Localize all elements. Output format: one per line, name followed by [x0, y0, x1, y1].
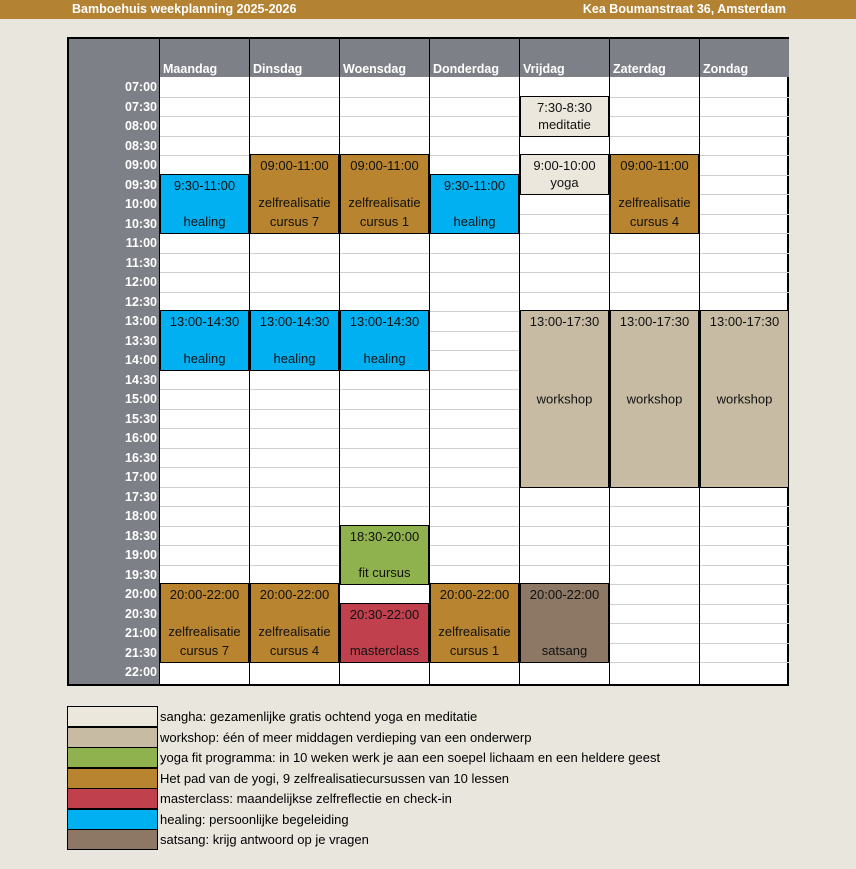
time-label: 20:00 [125, 587, 157, 601]
time-label: 15:00 [125, 392, 157, 406]
time-label: 18:00 [125, 509, 157, 523]
event-name: masterclass [349, 643, 420, 658]
slot-divider [250, 428, 339, 429]
day-name: Zondag [703, 62, 749, 76]
time-label: 14:00 [125, 353, 157, 367]
slot-divider [430, 331, 519, 332]
slot-divider [610, 545, 699, 546]
event-name: meditatie [538, 116, 591, 132]
slot-divider [250, 565, 339, 566]
slot-divider [430, 409, 519, 410]
event-name: satsang [541, 643, 588, 658]
event-name: zelfrealisatie cursus 1 [438, 624, 511, 658]
day-name: Vrijdag [523, 62, 565, 76]
slot-divider [700, 292, 789, 293]
time-label: 08:00 [125, 119, 157, 133]
slot-divider [700, 662, 789, 663]
day-column-maandag [159, 39, 249, 684]
legend-text: masterclass: maandelijkse zelfreflectie en check-in [160, 791, 452, 806]
time-label: 16:00 [125, 431, 157, 445]
slot-divider [340, 448, 429, 449]
slot-divider [610, 506, 699, 507]
event-time: 13:00-14:30 [259, 314, 330, 329]
slot-divider [160, 448, 249, 449]
slot-divider [700, 97, 789, 98]
time-label: 21:30 [125, 645, 157, 660]
legend-text: satsang: krijg antwoord op je vragen [160, 832, 369, 847]
slot-divider [430, 136, 519, 137]
event-workshop[interactable] [610, 310, 699, 488]
day-column-woensdag [339, 39, 429, 684]
slot-divider [700, 604, 789, 605]
slot-divider [160, 506, 249, 507]
event-time: 13:00-14:30 [349, 314, 420, 329]
slot-divider [700, 253, 789, 254]
slot-divider [520, 214, 609, 215]
legend-swatch [67, 768, 158, 789]
slot-divider [700, 623, 789, 624]
event-name: healing [273, 350, 316, 366]
slot-divider [340, 409, 429, 410]
day-name: Donderdag [433, 62, 499, 76]
time-label: 17:00 [125, 470, 157, 484]
time-label: 20:30 [125, 606, 157, 621]
legend-text: sangha: gezamenlijke gratis ochtend yoga en meditatie [160, 709, 478, 724]
slot-divider [610, 662, 699, 663]
event-time: 20:00-22:00 [529, 587, 600, 602]
slot-divider [610, 604, 699, 605]
slot-divider [430, 350, 519, 351]
event-masterclass[interactable] [340, 603, 429, 664]
time-label: 07:00 [125, 80, 157, 94]
slot-divider [160, 272, 249, 273]
legend-swatch [67, 829, 158, 850]
slot-divider [430, 448, 519, 449]
slot-divider [430, 467, 519, 468]
slot-divider [700, 194, 789, 195]
time-label: 09:30 [125, 177, 157, 192]
slot-divider [340, 253, 429, 254]
event-name: zelfrealisatie cursus 7 [168, 624, 241, 658]
time-label: 09:00 [125, 158, 157, 172]
day-header [160, 39, 249, 77]
event-time: 20:00-22:00 [259, 587, 330, 602]
event-workshop[interactable] [520, 310, 609, 488]
event-zelfrealisatie[interactable] [250, 154, 339, 234]
slot-divider [610, 584, 699, 585]
slot-divider [610, 253, 699, 254]
slot-divider [250, 97, 339, 98]
day-header [610, 39, 699, 77]
slot-divider [610, 136, 699, 137]
event-time: 9:00-10:00 [533, 158, 596, 173]
legend-text: Het pad van de yogi, 9 zelfrealisatiecursussen van 10 lessen [160, 770, 510, 786]
time-label: 17:30 [125, 489, 157, 504]
slot-divider [610, 623, 699, 624]
slot-divider [610, 526, 699, 527]
slot-divider [700, 136, 789, 137]
slot-divider [250, 136, 339, 137]
event-time: 13:00-17:30 [709, 314, 780, 329]
time-label: 12:30 [125, 294, 157, 309]
slot-divider [700, 214, 789, 215]
slot-divider [610, 272, 699, 273]
event-name: healing [183, 214, 226, 229]
slot-divider [430, 526, 519, 527]
slot-divider [340, 136, 429, 137]
event-time: 20:30-22:00 [349, 606, 420, 622]
slot-divider [160, 487, 249, 488]
event-zelfrealisatie[interactable] [610, 154, 699, 234]
slot-divider [430, 311, 519, 312]
event-name: healing [183, 350, 226, 366]
slot-divider [160, 155, 249, 156]
address: Kea Boumanstraat 36, Amsterdam [582, 2, 786, 16]
event-name: workshop [536, 391, 593, 407]
slot-divider [250, 292, 339, 293]
event-name: workshop [716, 391, 773, 407]
slot-divider [430, 272, 519, 273]
week-schedule-grid [67, 37, 789, 686]
slot-divider [610, 292, 699, 293]
slot-divider [430, 116, 519, 117]
slot-divider [430, 97, 519, 98]
legend-item [67, 727, 767, 747]
event-time: 9:30-11:00 [443, 177, 506, 193]
slot-divider [340, 428, 429, 429]
time-label: 13:30 [125, 333, 157, 348]
legend-swatch [67, 747, 158, 768]
time-label: 19:30 [125, 567, 157, 582]
time-label: 16:30 [125, 450, 157, 465]
day-header [430, 39, 519, 77]
event-name: fit cursus [358, 565, 411, 580]
event-satsang[interactable] [520, 583, 609, 663]
slot-divider [340, 272, 429, 273]
slot-divider [520, 272, 609, 273]
time-label: 11:30 [125, 255, 157, 270]
slot-divider [250, 467, 339, 468]
day-name: Maandag [163, 62, 218, 76]
time-label: 18:30 [125, 528, 157, 543]
day-header [520, 39, 609, 77]
legend-item [67, 829, 767, 849]
slot-divider [700, 506, 789, 507]
slot-divider [520, 253, 609, 254]
legend-item [67, 768, 767, 788]
slot-divider [250, 487, 339, 488]
slot-divider [430, 545, 519, 546]
slot-divider [160, 253, 249, 254]
slot-divider [340, 506, 429, 507]
slot-divider [430, 155, 519, 156]
day-header [700, 39, 789, 77]
time-label: 08:30 [125, 138, 157, 153]
slot-divider [250, 116, 339, 117]
slot-divider [430, 565, 519, 566]
day-column-zaterdag [609, 39, 699, 684]
event-zelfrealisatie[interactable] [340, 154, 429, 234]
event-healing[interactable] [160, 174, 249, 235]
slot-divider [700, 643, 789, 644]
legend-item [67, 706, 767, 726]
legend-swatch [67, 809, 158, 830]
event-sangha[interactable] [520, 96, 609, 137]
slot-divider [340, 467, 429, 468]
legend-item [67, 788, 767, 808]
day-name: Woensdag [343, 62, 406, 76]
event-time: 13:00-17:30 [529, 314, 600, 329]
slot-divider [610, 565, 699, 566]
slot-divider [160, 97, 249, 98]
time-label: 12:00 [125, 275, 157, 289]
event-sangha[interactable] [520, 154, 609, 195]
time-label: 19:00 [125, 548, 157, 562]
title-bar [0, 0, 856, 19]
slot-divider [160, 389, 249, 390]
slot-divider [700, 565, 789, 566]
legend-item [67, 747, 767, 767]
slot-divider [160, 428, 249, 429]
slot-divider [610, 643, 699, 644]
slot-divider [520, 233, 609, 234]
slot-divider [340, 97, 429, 98]
slot-divider [250, 253, 339, 254]
slot-divider [250, 409, 339, 410]
legend-text: healing: persoonlijke begeleiding [160, 811, 349, 827]
event-time: 18:30-20:00 [349, 528, 420, 544]
page-title: Bamboehuis weekplanning 2025-2026 [72, 2, 297, 16]
slot-divider [520, 545, 609, 546]
time-label: 07:30 [125, 99, 157, 114]
slot-divider [430, 487, 519, 488]
event-zelfrealisatie[interactable] [250, 583, 339, 663]
slot-divider [520, 292, 609, 293]
time-label: 15:30 [125, 411, 157, 426]
event-name: yoga [550, 175, 579, 190]
event-time: 20:00-22:00 [439, 587, 510, 602]
legend-swatch [67, 727, 158, 748]
slot-divider [160, 467, 249, 468]
slot-divider [340, 116, 429, 117]
slot-divider [160, 565, 249, 566]
slot-divider [430, 370, 519, 371]
time-label: 13:00 [125, 314, 157, 328]
event-time: 09:00-11:00 [620, 158, 689, 173]
time-column [69, 39, 159, 684]
event-healing[interactable] [160, 310, 249, 371]
event-yoga-fit[interactable] [340, 525, 429, 586]
slot-divider [520, 526, 609, 527]
slot-divider [160, 409, 249, 410]
event-time: 9:30-11:00 [173, 177, 236, 193]
legend-swatch [67, 706, 158, 727]
slot-divider [430, 428, 519, 429]
day-header [340, 39, 429, 77]
event-healing[interactable] [430, 174, 519, 235]
event-workshop[interactable] [700, 310, 789, 488]
event-name: zelfrealisatie cursus 7 [258, 195, 331, 229]
event-healing[interactable] [340, 310, 429, 371]
legend-text: yoga fit programma: in 10 weken werk je aan een soepel lichaam en een heldere geest [160, 750, 661, 765]
slot-divider [700, 272, 789, 273]
slot-divider [250, 448, 339, 449]
legend-swatch [67, 788, 158, 809]
slot-divider [700, 233, 789, 234]
legend-text: workshop: één of meer middagen verdieping van een onderwerp [160, 729, 532, 745]
event-time: 09:00-11:00 [260, 158, 329, 173]
day-column-donderdag [429, 39, 519, 684]
slot-divider [610, 97, 699, 98]
time-label: 11:00 [125, 236, 157, 250]
slot-divider [520, 506, 609, 507]
slot-divider [700, 175, 789, 176]
slot-divider [700, 584, 789, 585]
slot-divider [250, 389, 339, 390]
day-name: Dinsdag [253, 62, 303, 76]
day-column-zondag [699, 39, 789, 684]
event-name: healing [363, 350, 406, 366]
slot-divider [250, 272, 339, 273]
slot-divider [160, 292, 249, 293]
legend-item [67, 809, 767, 829]
event-zelfrealisatie[interactable] [160, 583, 249, 663]
slot-divider [430, 506, 519, 507]
day-column-vrijdag [519, 39, 609, 684]
event-healing[interactable] [250, 310, 339, 371]
slot-divider [520, 565, 609, 566]
slot-divider [160, 526, 249, 527]
day-header [250, 39, 339, 77]
event-name: healing [453, 214, 496, 229]
slot-divider [430, 253, 519, 254]
day-name: Zaterdag [613, 62, 666, 76]
event-time: 7:30-8:30 [537, 99, 592, 115]
event-time: 13:00-17:30 [619, 314, 690, 329]
slot-divider [610, 116, 699, 117]
time-label: 22:00 [125, 665, 157, 679]
slot-divider [700, 155, 789, 156]
event-time: 09:00-11:00 [350, 158, 419, 173]
slot-divider [160, 545, 249, 546]
time-label: 14:30 [125, 372, 157, 387]
slot-divider [250, 545, 339, 546]
event-time: 20:00-22:00 [169, 587, 240, 602]
slot-divider [340, 389, 429, 390]
event-name: zelfrealisatie cursus 4 [258, 624, 331, 658]
event-time: 13:00-14:30 [169, 314, 240, 329]
time-label: 21:00 [125, 626, 157, 640]
slot-divider [700, 526, 789, 527]
event-zelfrealisatie[interactable] [430, 583, 519, 663]
slot-divider [430, 389, 519, 390]
slot-divider [340, 292, 429, 293]
slot-divider [250, 526, 339, 527]
slot-divider [250, 506, 339, 507]
slot-divider [160, 116, 249, 117]
time-label: 10:00 [125, 197, 157, 211]
event-name: zelfrealisatie cursus 4 [618, 195, 691, 229]
slot-divider [340, 487, 429, 488]
slot-divider [430, 292, 519, 293]
event-name: zelfrealisatie cursus 1 [348, 195, 421, 229]
slot-divider [700, 116, 789, 117]
day-column-dinsdag [249, 39, 339, 684]
time-label: 10:30 [125, 216, 157, 231]
slot-divider [160, 136, 249, 137]
event-name: workshop [626, 391, 683, 407]
slot-divider [700, 545, 789, 546]
